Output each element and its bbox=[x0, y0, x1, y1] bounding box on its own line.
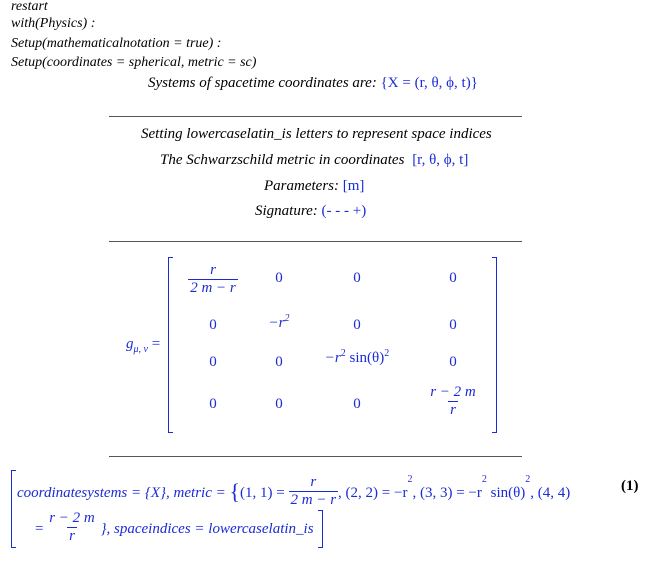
command-with-physics[interactable]: with(Physics) : bbox=[11, 16, 96, 31]
matrix-cell: $-r^2$ bbox=[268, 313, 290, 331]
systems-text: Systems of spacetime coordinates are: bbox=[148, 75, 377, 91]
result-line-2: = $\frac{r - 2 m}{r}$ }, spaceindices = lowercaselatin_is bbox=[35, 510, 314, 544]
schwarzschild-coords: [r, θ, ϕ, t] bbox=[412, 152, 469, 168]
matrix-cell: 0 bbox=[275, 354, 283, 370]
result-left-bracket bbox=[11, 470, 16, 548]
matrix-cell: 0 bbox=[353, 396, 361, 412]
matrix-cell: 0 bbox=[275, 270, 283, 286]
matrix-cell: 0 bbox=[275, 396, 283, 412]
command-setup-coordinates[interactable]: Setup(coordinates = spherical, metric = sc) bbox=[11, 55, 257, 70]
signature-value: (- - - +) bbox=[321, 203, 367, 219]
matrix-cell: 0 bbox=[353, 317, 361, 333]
parameters-output bbox=[264, 178, 364, 195]
matrix-cell: 0 bbox=[209, 396, 217, 412]
matrix-cell: 0 bbox=[449, 270, 457, 286]
schwarzschild-output bbox=[160, 152, 468, 169]
parameters-label: Parameters: bbox=[264, 178, 339, 194]
systems-output bbox=[148, 75, 478, 92]
matrix-cell: 0 bbox=[209, 354, 217, 370]
lowercase-indices-text: Setting lowercaselatin_is letters to represent space indices bbox=[141, 126, 492, 142]
divider bbox=[109, 456, 522, 457]
result-line-1: coordinatesystems = {X}, metric = {(1, 1) = $\frac{r}{2 m - r}$ , (2, $2) = -r^2$, (3, $3) = -r^2$ $\sin(\theta)^2$, (4, 4) bbox=[17, 474, 571, 508]
matrix-cell: $-r^2$ $\sin(\theta)^2$ bbox=[324, 348, 390, 366]
divider bbox=[109, 116, 522, 117]
signature-label: Signature: bbox=[255, 203, 318, 219]
matrix-cell: 0 bbox=[449, 317, 457, 333]
matrix-cell: 0 bbox=[209, 317, 217, 333]
signature-output bbox=[255, 203, 366, 220]
equation-label: (1) bbox=[621, 478, 639, 494]
command-setup-notation[interactable]: Setup(mathematicalnotation = true) : bbox=[11, 36, 222, 51]
command-restart[interactable]: restart bbox=[11, 0, 48, 14]
matrix-cell: 0 bbox=[353, 270, 361, 286]
matrix-cell: 0 bbox=[449, 354, 457, 370]
matrix-cell: $\frac{r - 2 m}{r}$ bbox=[430, 384, 476, 418]
divider bbox=[109, 241, 522, 242]
metric-label: $g_{\mu, \nu}$ = bbox=[126, 336, 161, 355]
schwarzschild-text: The Schwarzschild metric in coordinates bbox=[160, 152, 405, 168]
parameters-value: [m] bbox=[342, 178, 365, 194]
matrix-cell: $\frac{r}{2 m - r}$ bbox=[190, 262, 236, 296]
result-right-bracket bbox=[318, 510, 323, 548]
systems-value: {X = (r, θ, ϕ, t)} bbox=[380, 75, 478, 91]
